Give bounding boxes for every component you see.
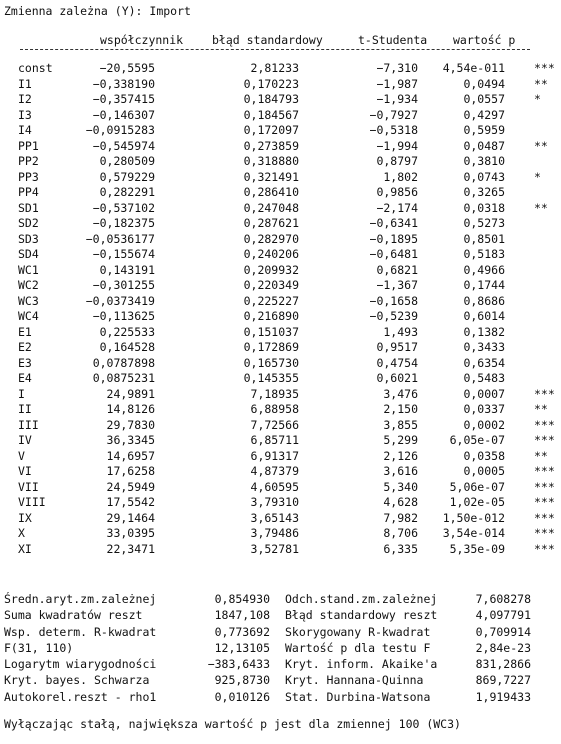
stat-label: Suma kwadratów reszt <box>4 608 143 623</box>
header-coefficient: współczynnik <box>100 33 184 47</box>
significance-stars: *** <box>534 541 555 556</box>
stat-label: Kryt. Hannana-Quinna <box>285 673 424 688</box>
t-value: 0,9856 <box>376 185 418 199</box>
p-value: 0,0318 <box>463 200 505 215</box>
t-value: 3,476 <box>383 386 418 401</box>
t-value: −2,174 <box>376 200 418 215</box>
stat-label: Stat. Durbina-Watsona <box>285 689 431 704</box>
footer-note: Wyłączając stałą, największa wartość p jest dla zmiennej 100 (WC3) <box>4 717 461 731</box>
p-value: 0,3810 <box>463 154 505 168</box>
coefficient-value: −20,5595 <box>99 61 155 75</box>
table-row <box>0 371 561 387</box>
coefficient-value: −0,146307 <box>92 107 155 122</box>
variable-name: VII <box>18 479 39 494</box>
std-error-value: 0,170223 <box>243 76 299 91</box>
variable-name: E1 <box>18 324 32 339</box>
variable-name: VIII <box>18 495 46 509</box>
std-error-value: 0,172097 <box>243 123 299 137</box>
table-row <box>0 418 561 434</box>
std-error-value: 2,81233 <box>250 61 299 75</box>
p-value: 0,0743 <box>463 169 505 184</box>
variable-name: IV <box>18 433 32 447</box>
t-value: 0,6021 <box>376 371 418 385</box>
header-p-value: wartość p <box>453 33 516 47</box>
table-row <box>0 542 561 558</box>
t-value: −0,1895 <box>369 231 418 246</box>
stat-label: Autokorel.reszt - rho1 <box>4 689 157 704</box>
t-value: 1,802 <box>383 169 418 184</box>
stat-value: 831,2866 <box>475 657 531 672</box>
p-value: 0,6354 <box>463 355 505 370</box>
p-value: 0,5959 <box>463 123 505 137</box>
p-value: 0,8501 <box>463 231 505 246</box>
coefficient-value: 0,143191 <box>99 262 155 277</box>
t-value: 3,616 <box>383 464 418 478</box>
table-row <box>0 511 561 527</box>
table-row <box>0 526 561 542</box>
table-row <box>0 449 561 465</box>
std-error-value: 0,318880 <box>243 154 299 168</box>
std-error-value: 0,184793 <box>243 92 299 106</box>
t-value: 1,493 <box>383 324 418 339</box>
coefficient-value: 24,9891 <box>106 386 155 401</box>
coefficient-table <box>0 61 561 557</box>
coefficient-value: −0,0373419 <box>85 293 155 308</box>
table-row <box>0 309 561 325</box>
t-value: 4,628 <box>383 495 418 509</box>
variable-name: SD2 <box>18 216 39 230</box>
stat-value: 925,8730 <box>214 673 270 688</box>
t-value: −0,5239 <box>369 309 418 323</box>
std-error-value: 3,65143 <box>250 510 299 525</box>
p-value: 5,06e-07 <box>449 479 505 494</box>
p-value: 0,5483 <box>463 371 505 385</box>
significance-stars: *** <box>534 433 555 447</box>
table-row <box>0 77 561 93</box>
variable-name: E3 <box>18 355 32 370</box>
stats-row <box>0 640 561 656</box>
t-value: −0,1658 <box>369 293 418 308</box>
std-error-value: 0,145355 <box>243 371 299 385</box>
std-error-value: 0,151037 <box>243 324 299 339</box>
variable-name: VI <box>18 464 32 478</box>
significance-stars: ** <box>534 448 548 463</box>
stats-row <box>0 656 561 672</box>
p-value: 0,5183 <box>463 247 505 261</box>
table-row <box>0 201 561 217</box>
coefficient-value: 17,5542 <box>106 495 155 509</box>
stat-label: Logarytm wiarygodności <box>4 657 157 672</box>
p-value: 0,4966 <box>463 262 505 277</box>
coefficient-value: 14,8126 <box>106 402 155 416</box>
table-row <box>0 61 561 77</box>
t-value: 6,335 <box>383 541 418 556</box>
table-row <box>0 216 561 232</box>
stat-value: 0,010126 <box>214 689 270 704</box>
t-value: 5,299 <box>383 433 418 447</box>
dependent-variable-title: Zmienna zależna (Y): Import <box>4 4 191 18</box>
significance-stars: ** <box>534 200 548 215</box>
stat-label: Wsp. determ. R-kwadrat <box>4 624 157 639</box>
stat-value: 12,13105 <box>214 640 270 655</box>
table-row <box>0 247 561 263</box>
table-row <box>0 92 561 108</box>
t-value: −7,310 <box>376 61 418 75</box>
significance-stars: *** <box>534 510 555 525</box>
stats-row <box>0 689 561 705</box>
variable-name: PP2 <box>18 154 39 168</box>
coefficient-value: −0,338190 <box>92 76 155 91</box>
stat-value: 7,608278 <box>475 592 531 606</box>
p-value: 0,1382 <box>463 324 505 339</box>
coefficient-value: 17,6258 <box>106 464 155 478</box>
header-divider <box>20 49 530 54</box>
variable-name: IX <box>18 510 32 525</box>
stat-value: 869,7227 <box>475 673 531 688</box>
t-value: −0,6481 <box>369 247 418 261</box>
coefficient-value: 0,0787898 <box>92 355 155 370</box>
coefficient-value: −0,545974 <box>92 138 155 153</box>
stats-row <box>0 624 561 640</box>
t-value: 0,4754 <box>376 355 418 370</box>
variable-name: E4 <box>18 371 32 385</box>
significance-stars: ** <box>534 76 548 91</box>
coefficient-value: 0,280509 <box>99 154 155 168</box>
t-value: 7,982 <box>383 510 418 525</box>
table-row <box>0 480 561 496</box>
coefficient-value: 0,225533 <box>99 324 155 339</box>
coefficient-value: 0,282291 <box>99 185 155 199</box>
variable-name: X <box>18 526 25 540</box>
std-error-value: 4,60595 <box>250 479 299 494</box>
stat-label: Skorygowany R-kwadrat <box>285 624 431 639</box>
stat-label: Kryt. bayes. Schwarza <box>4 673 150 688</box>
t-value: −1,987 <box>376 76 418 91</box>
variable-name: PP4 <box>18 185 39 199</box>
t-value: 3,855 <box>383 417 418 432</box>
table-row <box>0 154 561 170</box>
std-error-value: 0,216890 <box>243 309 299 323</box>
coefficient-value: 36,3345 <box>106 433 155 447</box>
significance-stars: *** <box>534 464 555 478</box>
t-value: −1,994 <box>376 138 418 153</box>
coefficient-value: −0,0536177 <box>85 231 155 246</box>
std-error-value: 0,209932 <box>243 262 299 277</box>
table-row <box>0 433 561 449</box>
t-value: 0,6821 <box>376 262 418 277</box>
stat-value: 4,097791 <box>475 608 531 623</box>
std-error-value: 0,247048 <box>243 200 299 215</box>
coefficient-value: −0,182375 <box>92 216 155 230</box>
table-row <box>0 139 561 155</box>
t-value: −0,6341 <box>369 216 418 230</box>
significance-stars: *** <box>534 417 555 432</box>
table-row <box>0 387 561 403</box>
t-value: 0,9517 <box>376 340 418 354</box>
p-value: 0,8686 <box>463 293 505 308</box>
table-row <box>0 123 561 139</box>
table-row <box>0 495 561 511</box>
coefficient-value: 0,579229 <box>99 169 155 184</box>
std-error-value: 3,79486 <box>250 526 299 540</box>
stat-value: 0,854930 <box>214 592 270 606</box>
std-error-value: 7,18935 <box>250 386 299 401</box>
t-value: −1,367 <box>376 278 418 292</box>
p-value: 0,0007 <box>463 386 505 401</box>
stat-value: 2,84e-23 <box>475 640 531 655</box>
p-value: 0,3265 <box>463 185 505 199</box>
table-row <box>0 170 561 186</box>
coefficient-value: 29,1464 <box>106 510 155 525</box>
std-error-value: 0,287621 <box>243 216 299 230</box>
std-error-value: 6,85711 <box>250 433 299 447</box>
t-value: 8,706 <box>383 526 418 540</box>
coefficient-value: −0,155674 <box>92 247 155 261</box>
p-value: 0,0002 <box>463 417 505 432</box>
t-value: 2,126 <box>383 448 418 463</box>
table-row <box>0 464 561 480</box>
table-row <box>0 294 561 310</box>
table-row <box>0 402 561 418</box>
significance-stars: * <box>534 169 541 184</box>
table-header <box>0 33 561 49</box>
std-error-value: 0,220349 <box>243 278 299 292</box>
stat-label: Błąd standardowy reszt <box>285 608 438 623</box>
std-error-value: 3,52781 <box>250 541 299 556</box>
std-error-value: 0,240206 <box>243 247 299 261</box>
table-row <box>0 185 561 201</box>
header-t-student: t-Studenta <box>358 33 428 47</box>
variable-name: SD3 <box>18 231 39 246</box>
std-error-value: 0,273859 <box>243 138 299 153</box>
significance-stars: * <box>534 92 541 106</box>
variable-name: III <box>18 417 39 432</box>
std-error-value: 0,282970 <box>243 231 299 246</box>
p-value: 0,0337 <box>463 402 505 416</box>
p-value: 1,50e-012 <box>442 510 505 525</box>
stats-row <box>0 607 561 623</box>
variable-name: PP3 <box>18 169 39 184</box>
p-value: 1,02e-05 <box>449 495 505 509</box>
coefficient-value: 0,164528 <box>99 340 155 354</box>
variable-name: PP1 <box>18 138 39 153</box>
stat-value: 1,919433 <box>475 689 531 704</box>
stats-row <box>0 591 561 607</box>
stat-label: Średn.aryt.zm.zależnej <box>4 592 157 606</box>
std-error-value: 0,172869 <box>243 340 299 354</box>
t-value: 2,150 <box>383 402 418 416</box>
coefficient-value: 14,6957 <box>106 448 155 463</box>
table-row <box>0 356 561 372</box>
variable-name: WC1 <box>18 262 39 277</box>
coefficient-value: −0,0915283 <box>85 123 155 137</box>
stat-value: −383,6433 <box>207 657 270 672</box>
std-error-value: 6,91317 <box>250 448 299 463</box>
t-value: −1,934 <box>376 92 418 106</box>
variable-name: SD1 <box>18 200 39 215</box>
significance-stars: *** <box>534 61 555 75</box>
variable-name: I3 <box>18 107 32 122</box>
t-value: −0,7927 <box>369 107 418 122</box>
stat-value: 0,773692 <box>214 624 270 639</box>
p-value: 0,0557 <box>463 92 505 106</box>
variable-name: E2 <box>18 340 32 354</box>
stat-label: Odch.stand.zm.zależnej <box>285 592 438 606</box>
p-value: 0,4297 <box>463 107 505 122</box>
t-value: 5,340 <box>383 479 418 494</box>
coefficient-value: 33,0395 <box>106 526 155 540</box>
coefficient-value: −0,301255 <box>92 278 155 292</box>
variable-name: WC2 <box>18 278 39 292</box>
variable-name: I <box>18 386 25 401</box>
variable-name: WC4 <box>18 309 39 323</box>
table-row <box>0 340 561 356</box>
std-error-value: 6,88958 <box>250 402 299 416</box>
variable-name: XI <box>18 541 32 556</box>
stat-label: F(31, 110) <box>4 640 74 655</box>
coefficient-value: −0,357415 <box>92 92 155 106</box>
variable-name: I2 <box>18 92 32 106</box>
variable-name: V <box>18 448 25 463</box>
coefficient-value: 22,3471 <box>106 541 155 556</box>
significance-stars: *** <box>534 526 555 540</box>
std-error-value: 4,87379 <box>250 464 299 478</box>
significance-stars: *** <box>534 495 555 509</box>
std-error-value: 3,79310 <box>250 495 299 509</box>
table-row <box>0 325 561 341</box>
p-value: 0,1744 <box>463 278 505 292</box>
significance-stars: *** <box>534 386 555 401</box>
p-value: 5,35e-09 <box>449 541 505 556</box>
variable-name: II <box>18 402 32 416</box>
model-statistics <box>0 591 561 705</box>
table-row <box>0 108 561 124</box>
p-value: 0,0487 <box>463 138 505 153</box>
stat-label: Wartość p dla testu F <box>285 640 431 655</box>
variable-name: SD4 <box>18 247 39 261</box>
variable-name: const <box>18 61 53 75</box>
significance-stars: ** <box>534 402 548 416</box>
coefficient-value: 0,0875231 <box>92 371 155 385</box>
t-value: 0,8797 <box>376 154 418 168</box>
coefficient-value: −0,113625 <box>92 309 155 323</box>
std-error-value: 0,321491 <box>243 169 299 184</box>
std-error-value: 0,165730 <box>243 355 299 370</box>
variable-name: I1 <box>18 76 32 91</box>
significance-stars: *** <box>534 479 555 494</box>
stats-row <box>0 672 561 688</box>
table-row <box>0 278 561 294</box>
std-error-value: 7,72566 <box>250 417 299 432</box>
p-value: 0,6014 <box>463 309 505 323</box>
std-error-value: 0,286410 <box>243 185 299 199</box>
table-row <box>0 263 561 279</box>
coefficient-value: 29,7830 <box>106 417 155 432</box>
p-value: 3,54e-014 <box>442 526 505 540</box>
p-value: 6,05e-07 <box>449 433 505 447</box>
header-std-error: błąd standardowy <box>212 33 323 47</box>
p-value: 4,54e-011 <box>442 61 505 75</box>
variable-name: I4 <box>18 123 32 137</box>
stat-value: 0,709914 <box>475 624 531 639</box>
coefficient-value: 24,5949 <box>106 479 155 494</box>
stat-label: Kryt. inform. Akaike'a <box>285 657 438 672</box>
p-value: 0,3433 <box>463 340 505 354</box>
variable-name: WC3 <box>18 293 39 308</box>
significance-stars: ** <box>534 138 548 153</box>
p-value: 0,0358 <box>463 448 505 463</box>
std-error-value: 0,225227 <box>243 293 299 308</box>
t-value: −0,5318 <box>369 123 418 137</box>
p-value: 0,5273 <box>463 216 505 230</box>
table-row <box>0 232 561 248</box>
p-value: 0,0005 <box>463 464 505 478</box>
std-error-value: 0,184567 <box>243 107 299 122</box>
p-value: 0,0494 <box>463 76 505 91</box>
coefficient-value: −0,537102 <box>92 200 155 215</box>
stat-value: 1847,108 <box>214 608 270 623</box>
